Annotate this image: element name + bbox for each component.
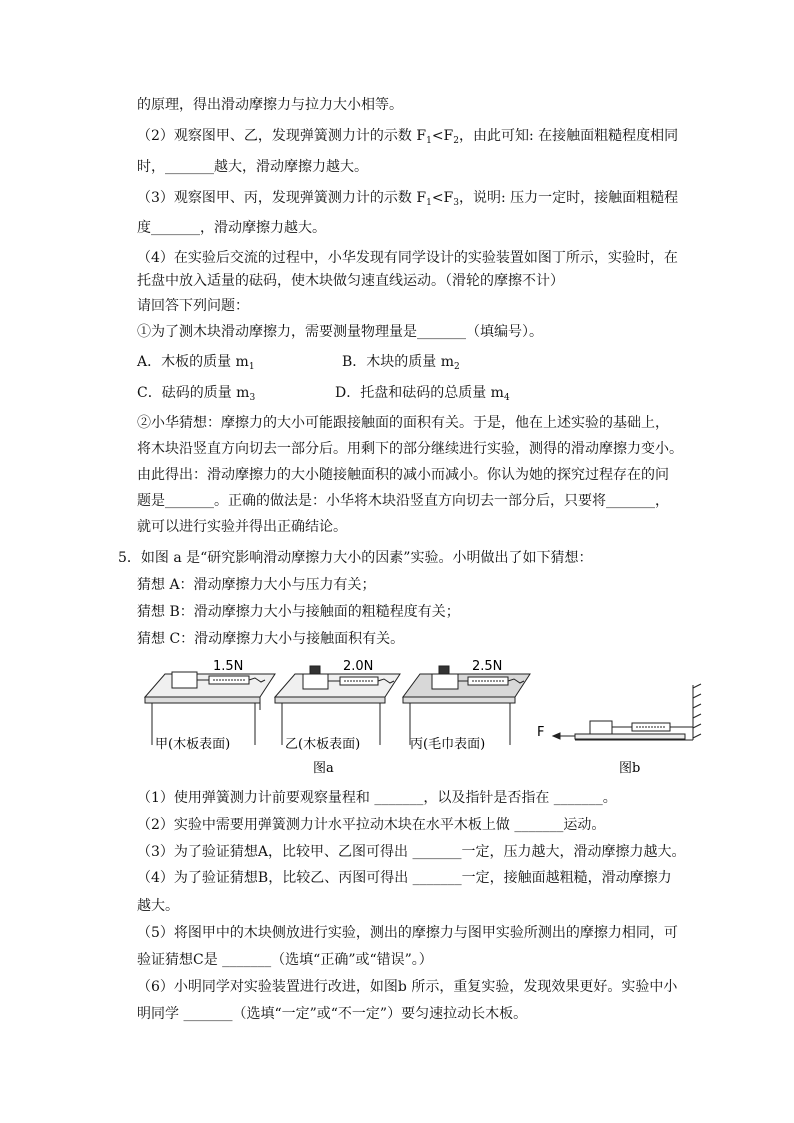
q4-part3-line1 <box>137 189 678 212</box>
setup-yi <box>275 666 400 745</box>
q5-sub3: （3）为了验证猜想A，比较甲、乙图可得出 _______一定，压力越大，滑动摩擦力越大。 <box>137 844 686 860</box>
q5-sub5-line1: （5）将图甲中的木块侧放进行实验，测出的摩擦力与图甲实验所测出的摩擦力相同，可 <box>137 925 678 941</box>
wall-hatch <box>693 704 701 708</box>
q5-intro: 5．如图 a 是“研究影响滑动摩擦力大小的因素”实验。小明做出了如下猜想： <box>118 550 593 566</box>
force-label-2: 2.0N <box>343 659 374 674</box>
force-label-1: 1.5N <box>213 659 244 674</box>
option-d <box>335 384 510 407</box>
subscript: 1 <box>426 136 432 146</box>
setup-figure-b <box>553 684 701 740</box>
q5-sub6-line2: 明同学 _______（选填“一定”或“不一定”）要匀速拉动长木板。 <box>137 1006 528 1022</box>
caption-yi: 乙(木板表面) <box>285 737 361 752</box>
caption-bing: 丙(毛巾表面) <box>410 737 486 752</box>
subscript: 2 <box>453 136 459 146</box>
q4-part4-line7: 由此得出：滑动摩擦力的大小随接触面积的减小而减小。你认为她的探究过程存在的问 <box>137 467 669 483</box>
caption-jia: 甲(木板表面) <box>155 737 231 752</box>
option-b-text: B．木块的质量 m <box>342 354 455 370</box>
wall-hatch <box>693 684 701 688</box>
experiment-figure <box>135 650 705 780</box>
subscript: 4 <box>503 393 510 403</box>
wood-block-yi <box>303 674 328 689</box>
subscript: 1 <box>248 362 255 372</box>
q4-intro-line: 的原理，得出滑动摩擦力与拉力大小相等。 <box>137 97 403 113</box>
q4-part2-line1 <box>137 127 678 150</box>
force-label-3: 2.5N <box>472 659 503 674</box>
option-a-text: A．木板的质量 m <box>137 354 249 370</box>
experiment-diagram <box>135 650 705 780</box>
q4-part4-line4: ①为了测木块滑动摩擦力，需要测量物理量是_______（填编号）。 <box>137 324 543 340</box>
q4-part3-text: ，说明: 压力一定时，接触面粗糙程 <box>459 190 679 206</box>
wall-hatch <box>693 734 701 738</box>
option-a <box>137 353 255 376</box>
q5-guess-b: 猜想 B：滑动摩擦力大小与接触面的粗糙程度有关； <box>137 604 460 620</box>
q5-guess-c: 猜想 C：滑动摩擦力大小与接触面积有关。 <box>137 631 405 647</box>
q5-sub2: （2）实验中需要用弹簧测力计水平拉动木块在水平木板上做 _______运动。 <box>137 817 606 833</box>
option-b <box>342 353 460 376</box>
force-arrow-head <box>553 733 560 739</box>
option-c <box>137 384 255 407</box>
table-top-jia <box>145 697 260 703</box>
q4-part3-text: （3）观察图甲、丙，发现弹簧测力计的示数 F <box>137 190 427 206</box>
q4-part3-line2: 度_______，滑动摩擦力越大。 <box>137 220 326 236</box>
q4-part4-line5: ②小华猜想：摩擦力的大小可能跟接触面的面积有关。于是，他在上述实验的基础上， <box>137 415 669 431</box>
weight-yi <box>310 666 320 674</box>
figure-b-label: 图b <box>619 761 641 776</box>
q4-part4-line3: 请回答下列问题： <box>137 298 249 314</box>
q5-guess-a: 猜想 A：滑动摩擦力大小与压力有关； <box>137 577 376 593</box>
wall-hatch <box>693 724 701 728</box>
board-yi <box>275 674 400 697</box>
q5-sub4-line1: （4）为了验证猜想B，比较乙、丙图可得出 _______一定，接触面越粗糙，滑动摩擦力 <box>137 870 672 886</box>
wall-hatch <box>693 714 701 718</box>
q4-part2-text: ，由此可知: 在接触面粗糙程度相同 <box>459 128 679 144</box>
wall-hatch <box>693 694 701 698</box>
table-top-bing <box>403 697 515 703</box>
q5-sub4-line2: 越大。 <box>137 898 179 914</box>
subscript: 3 <box>453 198 459 208</box>
subscript: 3 <box>249 393 256 403</box>
setup-jia <box>145 672 275 745</box>
q5-sub5-line2: 验证猜想C是 _______（选填“正确”或“错误”。） <box>137 952 433 968</box>
q4-part2-line2: 时，_______越大，滑动摩擦力越大。 <box>137 159 368 175</box>
weight-bing <box>439 666 449 674</box>
q5-sub1: （1）使用弹簧测力计前要观察量程和 _______，以及指针是否指在 _______。 <box>137 790 617 806</box>
setup-bing <box>403 666 530 745</box>
option-d-text: D．托盘和砝码的总质量 m <box>335 385 504 401</box>
long-board <box>575 734 685 739</box>
table-top-yi <box>275 697 385 703</box>
q4-part4-line6: 将木块沿竖直方向切去一部分后。用剩下的部分继续进行实验，测得的滑动摩擦力变小。 <box>137 441 683 457</box>
wood-block-jia <box>172 672 197 688</box>
q4-part4-line1: （4）在实验后交流的过程中，小华发现有同学设计的实验装置如图丁所示，实验时，在 <box>137 250 678 266</box>
figure-a-label: 图a <box>313 761 334 776</box>
wood-block-bing <box>432 674 458 689</box>
q4-part4-line9: 就可以进行实验并得出正确结论。 <box>137 519 347 535</box>
q5-sub6-line1: （6）小明同学对实验装置进行改进，如图b 所示，重复实验，发现效果更好。实验中小 <box>137 979 678 995</box>
subscript: 2 <box>454 362 460 372</box>
wood-block-b <box>590 721 612 734</box>
subscript: 1 <box>426 198 432 208</box>
q4-part4-line8: 题是_______。正确的做法是：小华将木块沿竖直方向切去一部分后，只要将_______， <box>137 493 669 509</box>
option-c-text: C．砝码的质量 m <box>137 385 250 401</box>
q4-part2-text: （2）观察图甲、乙，发现弹簧测力计的示数 F <box>137 128 427 144</box>
q4-part4-line2: 托盘中放入适量的砝码，使木块做匀速直线运动。（滑轮的摩擦不计） <box>137 273 564 289</box>
q4-part3-text: <F <box>431 190 454 206</box>
towel-board-bing <box>403 674 530 697</box>
force-f-label: F <box>537 725 545 740</box>
q4-part2-text: <F <box>431 128 454 144</box>
